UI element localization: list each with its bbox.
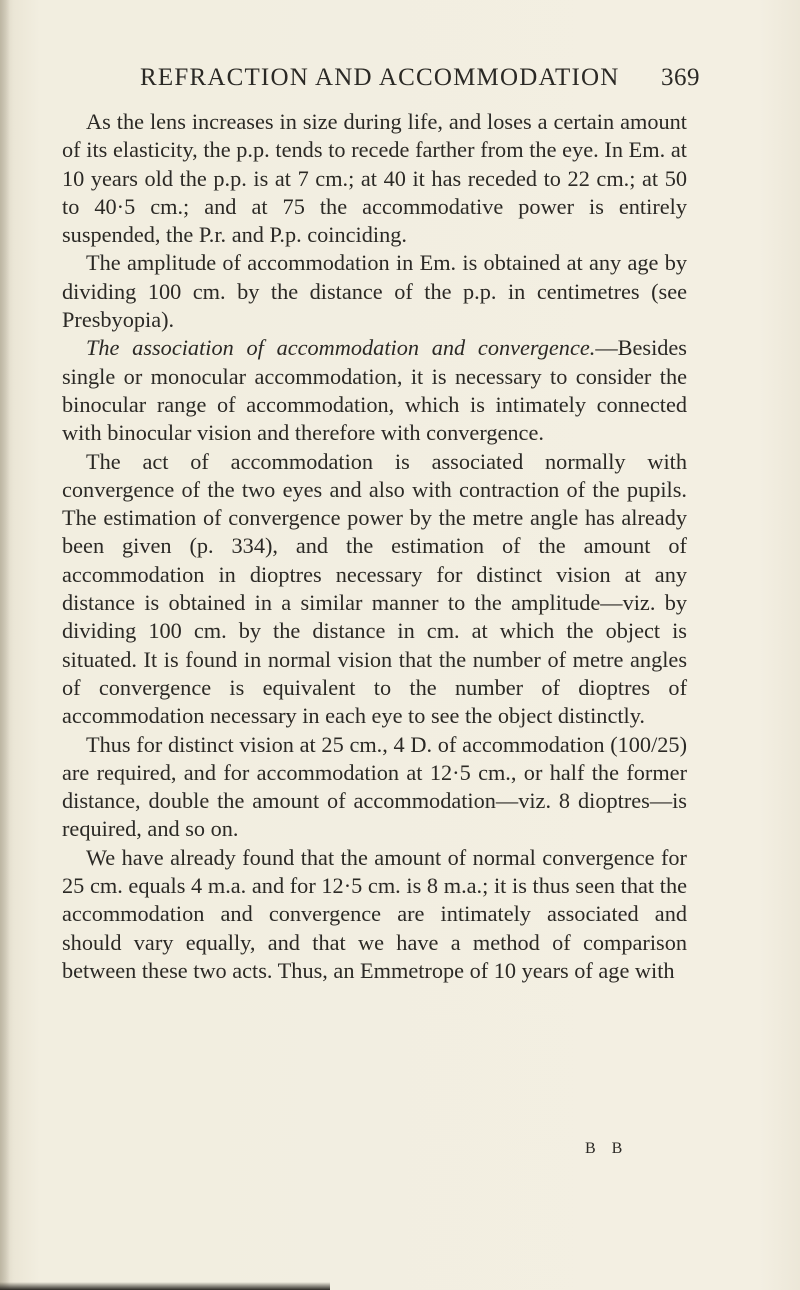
section-heading: The association of accommodation and convergence.	[86, 335, 596, 361]
running-head	[140, 64, 700, 100]
body-text	[62, 108, 687, 985]
bottom-shadow	[0, 1282, 330, 1290]
paragraph-text: The amplitude of accommodation in Em. is obtained at any age by dividing 100 cm. by the distance of the p.p. in centimetres (see Presbyopia).	[62, 250, 687, 333]
running-head-title: REFRACTION AND ACCOMMODATION	[140, 64, 620, 91]
paragraph-text: The act of accommodation is associated normally with convergence of the two eyes and also with contraction of the pupils. The estimation of convergence power by the metre angle has already been given (p. 334), and the estimation of the amount of accommodation in dioptres necessary for distinct vision at any distance is obtained in a similar manner to the amplitude—viz. by dividing 100 cm. by the distance in cm. at which the object is situated. It is found in normal vision that the number of metre angles of convergence is equivalent to the number of dioptres of accommodation necessary in each eye to see the object distinctly.	[62, 448, 687, 729]
paragraph-distinct-vision	[62, 731, 687, 844]
paragraph-text: —Besides single or monocular accommodation, it is necessary to consider the binocular range of accommodation, which is intimately connected with binocular vision and therefore with convergence.	[62, 335, 687, 446]
spine-shadow	[0, 0, 10, 1290]
paragraph-association	[62, 334, 687, 447]
paragraph-act-of-accommodation	[62, 448, 687, 731]
paragraph-convergence	[62, 844, 687, 985]
paragraph-text: As the lens increases in size during life, and loses a certain amount of its elasticity, the p.p. tends to recede farther from the eye. In Em. at 10 years old the p.p. is at 7 cm.; at 40 it has receded to 22 cm.; at 50 to 40·5 cm.; and at 75 the accommodative power is entirely suspended, the P.r. and P.p. coinciding.	[62, 109, 687, 248]
signature-mark: B B	[585, 1140, 629, 1157]
paragraph-text: We have already found that the amount of normal convergence for 25 cm. equals 4 m.a. and for 12·5 cm. is 8 m.a.; it is thus seen that the accommodation and convergence are intimately associated and should vary equally, and that we have a method of comparison between these two acts. Thus, an Emmetrope of 10 years of age with	[62, 844, 687, 983]
paragraph-lens-elasticity	[62, 108, 687, 249]
page-number: 369	[661, 64, 700, 91]
paragraph-text: Thus for distinct vision at 25 cm., 4 D. of accommodation (100/25) are required, and for accommodation at 12·5 cm., or half the former distance, double the amount of accommodation—viz. 8 dioptres—is required, and so on.	[62, 731, 687, 842]
paragraph-amplitude	[62, 249, 687, 334]
